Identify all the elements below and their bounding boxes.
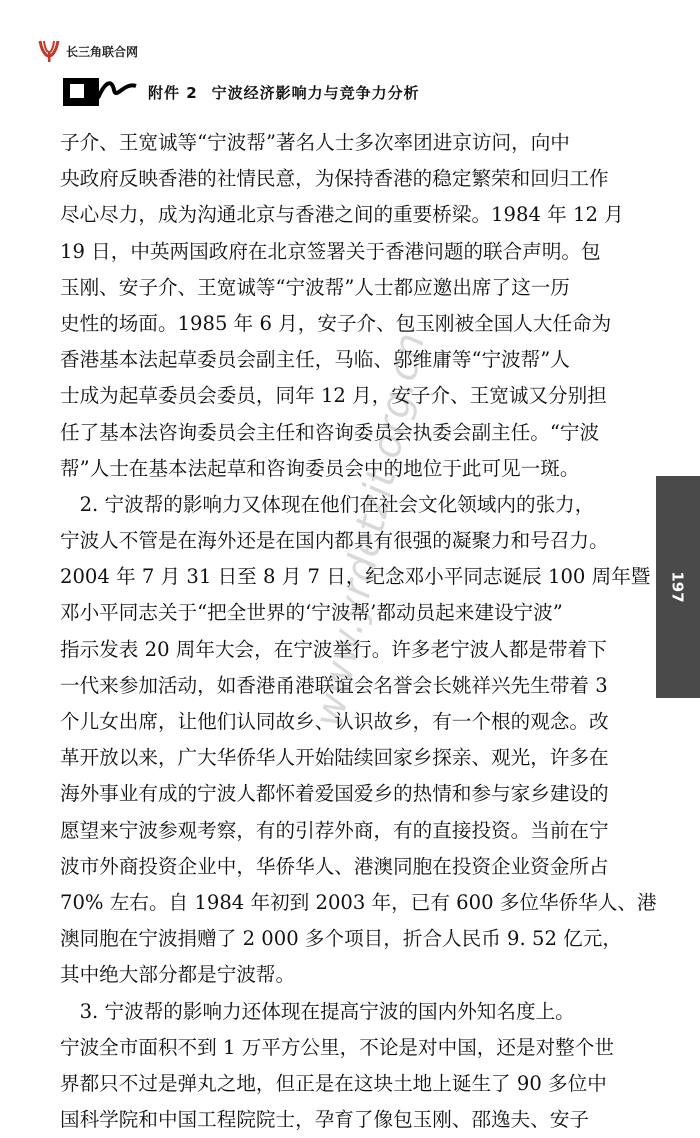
text-line: 宁波全市面积不到 1 万平方公里，不论是对中国，还是对整个世 [60, 1035, 614, 1059]
text-line: 界都只不过是弹丸之地，但正是在这块土地上诞生了 90 多位中 [60, 1071, 607, 1095]
text-line: 2004 年 7 月 31 日至 8 月 7 日，纪念邓小平同志诞辰 100 周年暨 [60, 565, 651, 589]
text-line: 史性的场面。1985 年 6 月，安子介、包玉刚被全国人大任命为 [60, 311, 612, 335]
text-line: 央政府反映香港的社情民意，为保持香港的稳定繁荣和回归工作 [60, 167, 609, 191]
text-line: 波市外商投资企业中，华侨华人、港澳同胞在投资企业资金所占 [60, 854, 609, 878]
text-line: 国科学院和中国工程院院士，孕育了像包玉刚、邵逸夫、安子 [60, 1108, 590, 1132]
text-line: 宁波人不管是在海外还是在国内都具有很强的凝聚力和号召力。 [60, 529, 609, 553]
page-number-tab [656, 476, 700, 698]
text-line: 70% 左右。自 1984 年初到 2003 年，已有 600 多位华侨华人、港 [60, 890, 657, 914]
text-line: 指示发表 20 周年大会，在宁波举行。许多老宁波人都是带着下 [60, 637, 607, 661]
chapter-title [148, 82, 434, 103]
watermark: www.yrdetzit.org.cn [305, 329, 435, 731]
text-line: 愿望来宁波参观考察，有的引荐外商，有的直接投资。当前在宁 [60, 818, 609, 842]
text-line: 一代来参加活动，如香港甬港联谊会名誉会长姚祥兴先生带着 3 [60, 673, 608, 697]
chapter-header [62, 76, 434, 108]
text-line: 香港基本法起草委员会副主任，马临、邬维庸等“宁波帮”人 [60, 348, 570, 372]
text-line: 士成为起草委员会委员，同年 12 月，安子介、王宽诚又分别担 [60, 384, 607, 408]
site-name: 长三角联合网 [66, 44, 139, 59]
page-number: 197 [669, 571, 687, 603]
text-line: 海外事业有成的宁波人都怀着爱国爱乡的热情和参与家乡建设的 [60, 782, 609, 806]
text-line: 2. 宁波帮的影响力又体现在他们在社会文化领域内的张力， [60, 492, 595, 516]
text-line: 玉刚、安子介、王宽诚等“宁波帮”人士都应邀出席了这一历 [60, 275, 570, 299]
text-line: 子介、王宽诚等“宁波帮”著名人士多次率团进京访问，向中 [60, 131, 570, 154]
appendix-title: 宁波经济影响力与竞争力分析 [211, 83, 420, 102]
text-line: 其中绝大部分都是宁波帮。 [60, 963, 296, 987]
text-line: 3. 宁波帮的影响力还体现在提高宁波的国内外知名度上。 [60, 999, 575, 1023]
text-line: 个儿女出席，让他们认同故乡、认识故乡，有一个根的观念。改 [60, 710, 609, 733]
text-line: 任了基本法咨询委员会主任和咨询委员会执委会副主任。“宁波 [60, 420, 600, 444]
chapter-badge-icon [62, 76, 138, 108]
text-line: 19 日，中英两国政府在北京签署关于香港问题的联合声明。包 [60, 239, 601, 263]
site-logo-icon [38, 38, 60, 64]
text-line: 邓小平同志关于“把全世界的‘宁波帮’都动员起来建设宁波” [60, 601, 563, 625]
text-line: 尽心尽力，成为沟通北京与香港之间的重要桥梁。1984 年 12 月 [60, 203, 624, 227]
appendix-label: 附件 2 [148, 83, 198, 102]
text-line: 澳同胞在宁波捐赠了 2 000 多个项目，折合人民币 9. 52 亿元， [60, 927, 622, 951]
text-line: 帮”人士在基本法起草和咨询委员会中的地位于此可见一斑。 [60, 456, 580, 480]
text-line: 革开放以来，广大华侨华人开始陆续回家乡探亲、观光，许多在 [60, 746, 609, 770]
body-text [60, 125, 657, 1138]
site-logo [38, 38, 138, 64]
